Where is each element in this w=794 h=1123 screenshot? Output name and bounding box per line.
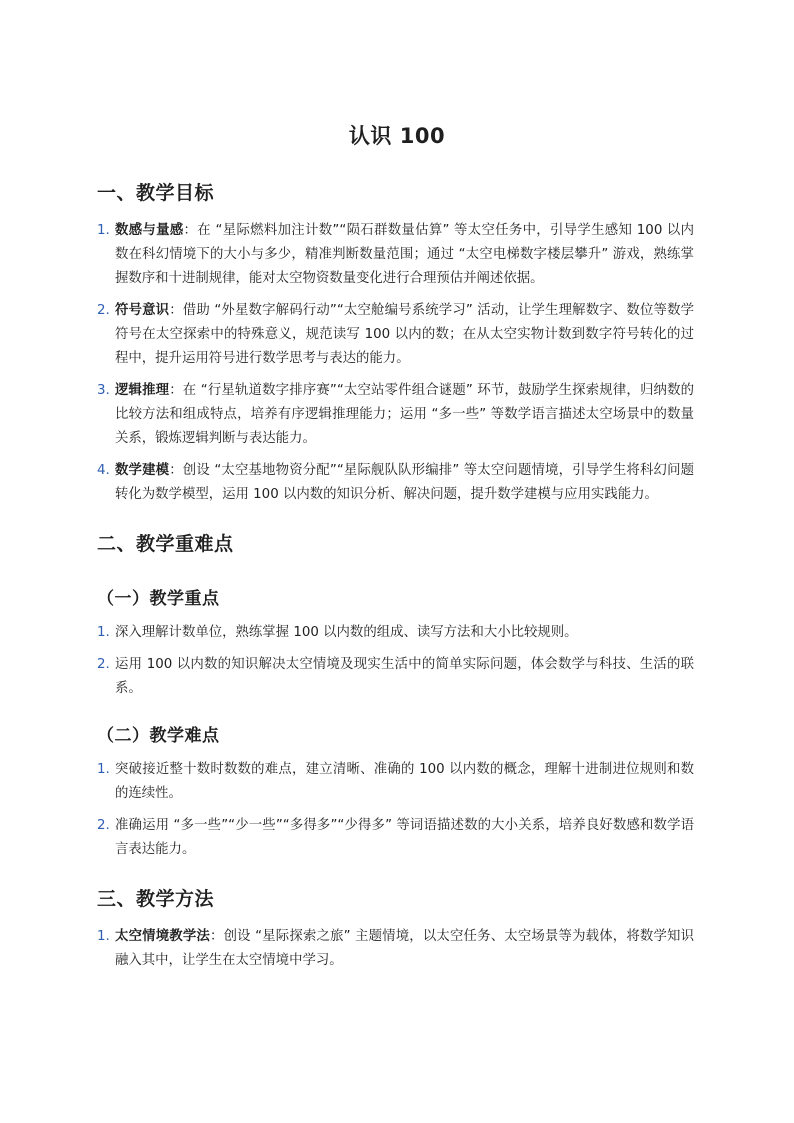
list-number: 1. [97,762,110,777]
list-item-text: 借助 “外星数字解码行动”“太空舱编号系统学习” 活动，让学生理解数字、数位等数学符号在太空探索中的特殊意义，规范读写 100 以内的数；在从太空实物计数到数字符号转化的过程中，提升运用符号进行数学思考与表达的能力。 [115,303,695,366]
list-item [97,621,694,645]
list-item-text: 准确运用 “多一些”“少一些”“多得多”“少得多” 等词语描述数的大小关系，培养良好数感和数学语言表达能力。 [115,818,694,857]
list-item [97,379,694,451]
difficulties-list [97,758,694,862]
subsection-heading-key-points: （一）教学重点 [97,589,220,609]
list-item [97,459,694,507]
list-item [97,219,694,291]
subsection-heading-difficulties: （二）教学难点 [97,726,220,746]
list-item-separator: ： [183,223,198,238]
list-item-text: 突破接近整十数时数数的难点，建立清晰、准确的 100 以内数的概念，理解十进制进位规则和数的连续性。 [115,762,694,801]
list-item-text: 创设 “星际探索之旅” 主题情境，以太空任务、太空场景等为载体，将数学知识融入其中，让学生在太空情境中学习。 [115,929,695,968]
document-title: 认识 100 [348,124,446,148]
list-item-separator: ： [169,383,183,398]
list-item [97,653,694,701]
section-heading-teaching-methods: 三、教学方法 [97,888,215,910]
list-number: 2. [97,657,110,672]
list-item-term: 太空情境教学法 [115,929,210,944]
list-item-separator: ： [169,463,183,478]
list-item-term: 数感与量感 [115,223,184,238]
section-heading-key-difficulties: 二、教学重难点 [97,533,234,555]
list-number: 4. [97,463,110,478]
list-item-term: 逻辑推理 [115,383,170,398]
list-number: 1. [97,929,110,944]
list-item-separator: ： [209,929,224,944]
list-item-separator: ： [169,303,183,318]
list-item-text: 深入理解计数单位，熟练掌握 100 以内数的组成、读写方法和大小比较规则。 [115,625,578,640]
list-item [97,758,694,806]
list-number: 1. [97,223,110,238]
list-number: 2. [97,303,110,318]
list-number: 2. [97,818,110,833]
list-item-text: 在 “行星轨道数字排序赛”“太空站零件组合谜题” 环节，鼓励学生探索规律，归纳数的比较方法和组成特点，培养有序逻辑推理能力；运用 “多一些” 等数学语言描述太空场景中的数量关系，锻炼逻辑判断与表达能力。 [115,383,695,446]
teaching-goals-list [97,219,694,507]
list-item-term: 符号意识 [115,303,170,318]
teaching-methods-list [97,925,694,973]
list-item [97,299,694,371]
list-item-term: 数学建模 [115,463,170,478]
list-item-text: 创设 “太空基地物资分配”“星际舰队队形编排” 等太空问题情境，引导学生将科幻问题转化为数学模型，运用 100 以内数的知识分析、解决问题，提升数学建模与应用实践能力。 [115,463,695,502]
section-heading-teaching-goals: 一、教学目标 [97,182,215,204]
list-item-text: 在 “星际燃料加注计数”“陨石群数量估算” 等太空任务中，引导学生感知 100 以内数在科幻情境下的大小与多少，精准判断数量范围；通过 “太空电梯数字楼层攀升” 游戏，熟练掌握数序和十进制规律，能对太空物资数量变化进行合理预估并阐述依据。 [115,223,695,286]
list-item [97,925,694,973]
list-item-text: 运用 100 以内数的知识解决太空情境及现实生活中的简单实际问题，体会数学与科技、生活的联系。 [115,657,694,696]
document-body [97,178,694,973]
list-number: 1. [97,625,110,640]
key-points-list [97,621,694,701]
list-item [97,814,694,862]
list-number: 3. [97,383,110,398]
